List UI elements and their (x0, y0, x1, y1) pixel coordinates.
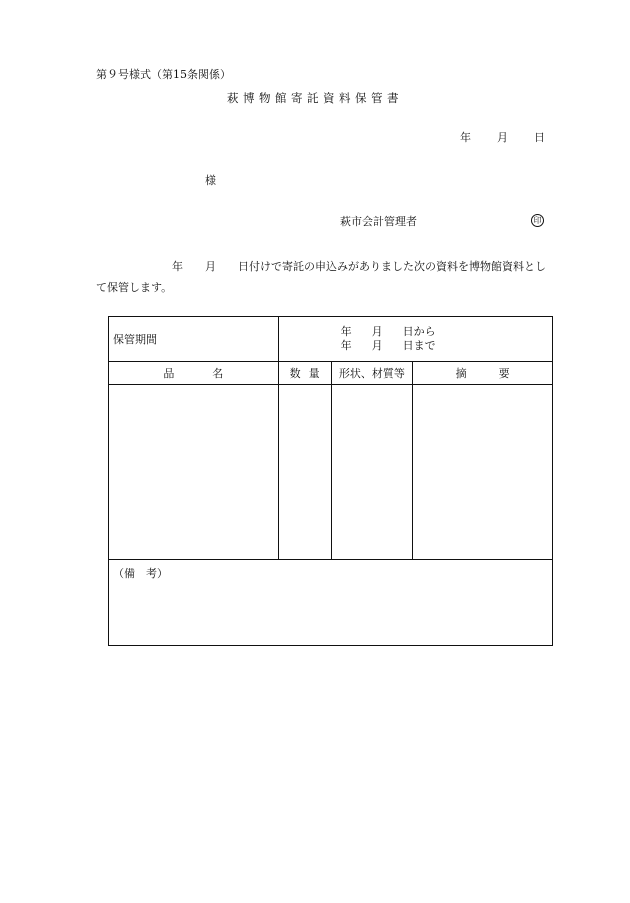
remarks-label: （備 考） (113, 567, 168, 580)
body-text-rest: 日付けで寄託の申込みがありました次の資料を博物館資料とし (238, 260, 546, 273)
summary-cell[interactable] (413, 385, 553, 560)
form-number: 第９号様式（第15条関係） (96, 68, 231, 81)
header-shape-material: 形状、材質等 (331, 362, 413, 385)
header-quantity: 数量 (278, 362, 331, 385)
body-line-2: て保管します。 (96, 281, 173, 294)
date-day: 日 (534, 131, 545, 144)
document-title: 萩博物館寄託資料保管書 (227, 91, 403, 105)
item-name-cell[interactable] (109, 385, 279, 560)
issuer-name: 萩市会計管理者 (340, 215, 417, 228)
items-row (109, 385, 553, 560)
body-year: 年 (172, 260, 183, 273)
period-label: 保管期間 (109, 317, 279, 362)
remarks-row (109, 560, 553, 646)
header-item-name: 品名 (109, 362, 279, 385)
body-month: 月 (205, 260, 216, 273)
period-to: 年 月 日まで (340, 339, 436, 352)
period-from: 年 月 日から (340, 325, 436, 338)
period-row (109, 317, 553, 362)
date-month: 月 (497, 131, 508, 144)
quantity-cell[interactable] (278, 385, 331, 560)
body-line-1 (172, 258, 546, 274)
seal-mark (531, 213, 544, 227)
date-line (460, 129, 545, 145)
header-row (109, 362, 553, 385)
date-year: 年 (460, 131, 471, 144)
custody-table (108, 316, 553, 646)
remarks-cell[interactable] (109, 560, 553, 646)
seal-icon: 印 (531, 214, 544, 227)
header-summary: 摘要 (413, 362, 553, 385)
shape-material-cell[interactable] (331, 385, 413, 560)
period-value (278, 317, 552, 362)
addressee-suffix: 様 (205, 174, 216, 187)
